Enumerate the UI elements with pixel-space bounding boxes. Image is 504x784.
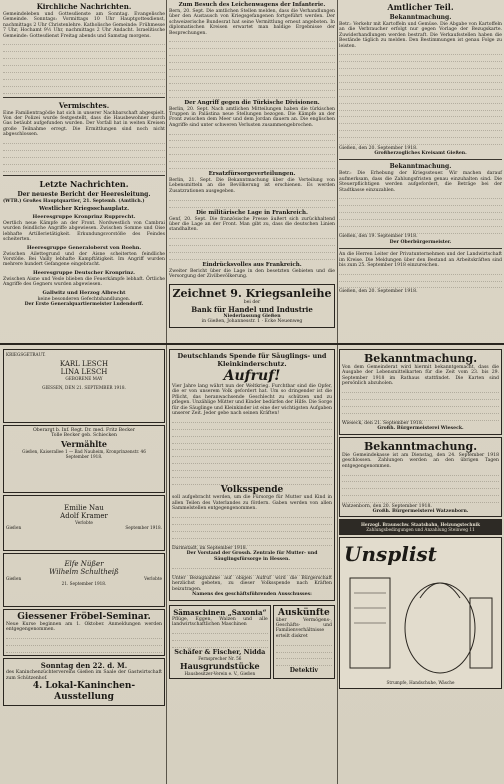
text-filler [169, 128, 335, 169]
heeresgruppe-boehn-heading: Heeresgruppe Generaloberst von Boehn. [26, 244, 142, 251]
text-filler [276, 639, 332, 666]
bekanntmachung-b [339, 437, 502, 517]
bekanntmachung-1-heading: Bekanntmachung. [389, 14, 452, 21]
detektiv-label: Detektiv [289, 666, 318, 674]
wedding-date: GIESSEN, DEN 21. SEPTEMBER 1918. [42, 385, 126, 390]
divider [339, 159, 502, 160]
bekanntmachung-b-signature: Großh. Bürgermeisterei Watzenborn. [372, 508, 469, 514]
marriage-place: Gießen, Kaiserallee 1 — Bad Nauheim, Kronprinzenstr. 46 [22, 448, 146, 454]
article-1-text: Bern, 20. Sept. Die amtlichen Stellen melden, dass die Verhandlungen über den Austausch von Kriegsgefangenen fortgeführt werden. Der schweizerische Bundesrat hat seine Vermittlung erneut angeboten. In diplomatischen Kreisen erwartet man baldige Ergebnisse der Besprechungen. [169, 9, 335, 36]
aufruf2-text: Unter Bezugnahme auf obigen Aufruf wird die Bürgerschaft herzlichst gebeten, zu dieser Volksspende nach Kräften beizutragen. [172, 576, 332, 592]
kriegsanleihe-title: Zeichnet 9. Kriegsanleihe [172, 286, 332, 300]
text-filler [172, 512, 332, 546]
column-1-upper [3, 0, 165, 340]
bekanntmachung-2-text: Betr.: Die Erhebung der Kriegssteuer. Wir machen darauf aufmerksam, dass die Zahlungsfristen genau einzuhalten sind. Die Steuerpflichtigen werden aufgefordert, die Beträge bei der Stadtkasse einzuzahlen. [339, 171, 502, 193]
wedding-notice [3, 349, 165, 423]
unsplist-subtitle: Strumpfe, Handschuhe, Wäsche [386, 680, 455, 686]
saxonia-text: Pflüge, Eggen, Walzen und alle landwirtschaftlichen Maschinen [172, 616, 268, 628]
heeresbericht-dateline: (WTB.) Großes Hauptquartier, 21. Septemb. (Amtlich.) [3, 198, 145, 204]
vorstand-signature: Der Vorstand der Grossh. Zentrale für Mutter- und Säuglingsfürsorge in Hessen. [186, 551, 318, 562]
text-filler [339, 268, 502, 288]
engaged2-bride: Elfe Nüßer [64, 560, 104, 568]
bekanntmachung-a-signature: Großh. Bürgermeisterei Wieseck. [377, 426, 464, 432]
divider [3, 175, 165, 176]
saxonia-ad [169, 605, 271, 679]
marriage-bride: Tolle Becker geb. Schiecken [51, 433, 117, 439]
engagement-notice-2 [3, 553, 165, 607]
article-1-heading: Zum Besuch des Leichenwagens der Infanterie. [178, 2, 326, 8]
bekanntmachung-b-text: Die Gemeindekasse ist am Dienstag, den 24. September 1918 geschlossen. Zahlungen werden an den übrigen Tagen entgegengenommen. [342, 452, 499, 469]
engaged-label: Verlobte [75, 520, 93, 525]
engagement-notice-1 [3, 495, 165, 551]
divider [3, 97, 165, 98]
text-filler [342, 387, 499, 421]
bride-maiden-name: GEBORENE MAY [65, 376, 103, 381]
marriage-label: Vermählte [60, 438, 108, 449]
bekanntmachung-2-heading: Bekanntmachung. [389, 163, 452, 171]
article-5-heading: Eindrücksvolles aus Frankreich. [202, 261, 302, 268]
bekanntmachung-3-text: An die Herren Leiter der Privatunternehmen und der Landwirtschaft im Kreise. Die Meldungen über den Bestand an Arbeitskräften sind bis zum 25. September 1918 einzureichen. [339, 252, 502, 268]
text-filler [3, 138, 165, 172]
bekanntmachung-1-text: Betr.: Verkehr mit Kartoffeln und Gemüse. Die Abgabe von Kartoffeln an die Verbraucher erfolgt nur gegen Vorlage der Bezugskarte. Zuwiderhandlungen werden bestraft. Die Verkaufsstellen haben die Bestände täglich zu melden. Den Bestimmungen ist genau Folge zu leisten. [339, 22, 502, 49]
heizung-title: Herzogl. Braunschw. Staatsbahn, Heizungstechnik [360, 522, 481, 528]
bekanntmachung-b-date: Watzenborn, den 20. September 1918. [342, 503, 432, 509]
kriegsgetraut-label: KRIEGSGETRAUT. [6, 352, 46, 357]
text-filler [339, 49, 502, 145]
bride-name: LINA LESCH [60, 368, 108, 376]
text-filler [172, 562, 332, 575]
text-filler [169, 36, 335, 98]
ludendorff-signature: Der Erste Generalquartiermeister Ludendorff. [24, 302, 144, 308]
article-5-text: Zweiter Bericht über die Lage in den besetzten Gebieten und die Versorgung der Zivilbevölkerung. [169, 268, 335, 280]
engagement-footer [6, 525, 162, 530]
spende-title: Deutschlands Spende für Säuglings- und Kleinkinderschutz. [177, 352, 327, 368]
volksspende-appeal [169, 349, 335, 601]
divider [339, 248, 502, 249]
heizung-text: Zahlungsbedingungen und Anzahlung Steinweg 11 [366, 527, 475, 533]
auskuenfte-title: Auskünfte [278, 607, 330, 618]
text-filler [172, 627, 268, 647]
ads-row [169, 603, 335, 681]
kaninchen-ad [3, 658, 165, 706]
kronprinz-text: Zwischen Aisne und Vesle blieben die Feuerkämpfe lebhaft. Örtliche Angriffe des Gegners wurden abgewiesen. [3, 276, 165, 288]
kriegsanleihe-ad [169, 284, 335, 328]
engagement-date: September 1918. [125, 525, 162, 530]
bekanntmachung-2-date: Gießen, den 19. September 1918. [339, 234, 418, 240]
saxonia-firm: Schäfer & Fischer, Nidda [174, 648, 266, 657]
column-2-upper [169, 0, 335, 340]
kirchliche-nachrichten-text: Gemeindeleben und Gottesdienste am Sonntag. Evangelische Gemeinde. Sonntags: Vormittags 10 Uhr Hauptgottesdienst, nachmittags 2 Uhr Christenlehre. Katholische Gemeinde: Frühmesse 7 Uhr, Hochamt 9½ Uhr, nachmittags 2 Uhr Andacht. Israelitische Gemeinde: Gottesdienst Freitag abends und Samstag morgens. [3, 12, 165, 39]
unsplist-logo: Unsplist [344, 542, 437, 567]
engagement2-label: Verlobte [144, 576, 162, 581]
groom-name: KARL LESCH [59, 360, 109, 368]
aufruf-text: Vier Jahre lang währt nun der Weltkrieg. Furchtbar sind die Opfer, die er von unserem Volk gefordert hat. Um so dringender ist die Pflicht, das heranwachsende Geschlecht zu schützen und zu pflegen. Unzählige Mütter und Kinder bedürfen der Hilfe. Die Sorge für die Säuglinge und Kleinkinder ist eine der wichtigsten Aufgaben unserer Zeit. Jeder gebe nach seinen Kräften! [172, 384, 332, 417]
column-3-lower [339, 347, 502, 782]
text-filler [172, 416, 332, 484]
article-4-heading: Die militärische Lage in Frankreich. [196, 209, 308, 216]
bekanntmachung-3-date: Gießen, den 20. September 1918. [339, 288, 418, 294]
bekanntmachung-a [339, 349, 502, 435]
article-3-heading: Ersatzfürsorgeverteilungen. [208, 171, 296, 178]
bekanntmachung-a-text: Von dem Gemeinderat wird hiermit bekanntgemacht, dass die Ausgabe der Lebensmittelkarten für die Zeit vom 23. bis 29. September 1918 im Rathaus stattfindet. Die Karten sind persönlich abzuholen. [342, 365, 499, 387]
column-divider [337, 0, 338, 784]
saxonia-phone: Fernsprecher Nr. 56 [198, 656, 242, 662]
heizung-ad [339, 519, 502, 535]
letzte-nachrichten-heading: Letzte Nachrichten. [39, 178, 129, 189]
column-1-lower [3, 347, 165, 782]
article-2-heading: Der Angriff gegen die Türkische Divisionen. [184, 99, 320, 106]
froebel-title: Giessener Fröbel-Seminar. [17, 612, 151, 622]
bekanntmachung-b-heading: Bekanntmachung. [363, 439, 478, 453]
kirchliche-nachrichten-heading: Kirchliche Nachrichten. [36, 2, 132, 11]
column-2-lower [169, 347, 335, 782]
kaninchen-date: Sonntag den 22. d. M. [40, 661, 128, 671]
bekanntmachung-1-signature: Großherzogliches Kreisamt Gießen. [374, 150, 467, 156]
westfront-text: Oertlich neue Kämpfe an der Front. Nordwestlich von Cambrai wurden feindliche Angriffe abgewiesen. Zwischen Somme und Oise lebhafte Artillerietätigkeit. Erkundungsvorstöße des Feindes scheiterten. [3, 221, 165, 243]
text-filler [342, 469, 499, 503]
gallwitz-text: keine besonderen Gefechtshandlungen. [37, 296, 131, 302]
text-filler [3, 39, 165, 94]
engaged-bride: Emilie Nau [64, 504, 104, 512]
text-filler [339, 193, 502, 234]
kaninchen-text: des Kaninchenzüchtervereins Gießen im Saale der Gastwirtschaft zum Schützenhof. [6, 670, 162, 681]
article-2-text: Berlin, 20. Sept. Nach amtlichen Mitteilungen haben die türkischen Truppen in Palästina neue Stellungen bezogen. Die Kämpfe an der Front zwischen dem Meer und dem Jordan dauern an. Die englischen Angriffe sind unter schweren Verlusten zusammengebrochen. [169, 106, 335, 128]
engagement-place: Gießen [6, 525, 22, 530]
article-4-text: Genf, 20. Sept. Die französische Presse äußert sich zurückhaltend über die Lage an der Front. Man gibt zu, dass die deutschen Linien standhalten. [169, 216, 335, 233]
froebel-ad [3, 609, 165, 656]
section-divider [0, 343, 504, 345]
vermischtes-text: Eine Familientragödie hat sich in unserer Nachbarschaft abgespielt. Von der Polizei wurde festgestellt, dass die Hausbewohner durch Gas betäubt aufgefunden wurden. Der Vorfall hat in weiten Kreisen große Teilnahme erregt. Die Ermittlungen sind noch nicht abgeschlossen. [3, 110, 165, 138]
article-3-text: Berlin, 21. Sept. Die Bekanntmachung über die Verteilung von Lebensmitteln an die Bevölkerung ist erschienen. Es werden Zusatzrationen ausgegeben. [169, 178, 335, 194]
bekanntmachung-1-date: Gießen, den 20. September 1918. [339, 145, 418, 151]
marriage-date: September 1918. [65, 453, 103, 459]
auskuenfte-text: über Vermögens-, Geschäfts- und Familienverhältnisse erteilt diskret [275, 617, 332, 639]
heeresbericht-heading: Der neueste Bericht der Heeresleitung. [17, 190, 151, 198]
saxonia-title: Sämaschinen „Saxonia“ [173, 607, 267, 617]
aufruf-title: Aufruf! [223, 368, 281, 384]
heeresgruppe-kronprinz-heading: Heeresgruppe Deutscher Kronprinz. [32, 269, 136, 276]
text-filler [6, 633, 162, 653]
gallwitz-heading: Gallwitz und Herzog Albrecht [42, 289, 126, 296]
bekanntmachung-2-signature: Der Oberbürgermeister. [389, 239, 452, 245]
engagement2-place: Gießen [6, 576, 22, 581]
volksspende-date: Darmstadt, im September 1918. [172, 546, 248, 552]
kriegsanleihe-bank: Bank für Handel und Industrie [191, 305, 313, 315]
ausschuss-label: Namens des geschäftsführenden Ausschusses: [192, 592, 312, 598]
kriegsanleihe-address: in Gießen, Johannesstr. 1 · Ecke Neuenweg [201, 319, 303, 325]
marriage-notice [3, 425, 165, 493]
kaninchen-title: 4. Lokal-Kaninchen-Ausstellung [32, 681, 136, 703]
engaged2-groom: Wilhelm Schultheiß [49, 568, 119, 576]
unsplist-illustration [340, 538, 501, 686]
bekanntmachung-a-date: Wieseck, den 21. September 1918. [342, 421, 424, 427]
vermischtes-heading: Vermischtes. [58, 100, 110, 110]
column-divider [166, 0, 167, 784]
amtlicher-teil-heading: Amtlicher Teil. [387, 2, 454, 12]
auskuenfte-ad [273, 605, 335, 679]
engagement2-date: 21. September 1918. [61, 581, 107, 586]
heeresgruppe-rupprecht-heading: Heeresgruppe Kronprinz Rupprecht. [32, 214, 136, 221]
kriegsanleihe-sub: bei der [243, 299, 261, 305]
froebel-text: Neue Kurse beginnen am 1. Oktober. Anmeldungen werden entgegengenommen. [6, 622, 162, 633]
column-3-upper [339, 0, 502, 340]
volksspende-text: soll aufgebracht werden, um die Fürsorge für Mutter und Kind in allen Teilen des Vaterlandes zu fördern. Gaben werden von allen Sammelstellen entgegengenommen. [172, 495, 332, 512]
westlicher-kriegsschauplatz-heading: Westlicher Kriegsschauplatz. [39, 206, 129, 213]
bekanntmachung-a-heading: Bekanntmachung. [363, 352, 478, 365]
boehn-text: Zwischen Ailettegrund und der Aisne scheiterten feindliche Vorstöße. Bei Vailly lebhafte Kampftätigkeit. Im Angriff wurden mehrere hundert Gefangene eingebracht. [3, 251, 165, 268]
text-filler [169, 233, 335, 260]
kriegsanleihe-branch: Niederlassung Gießen [223, 314, 281, 320]
volksspende-heading: Volksspende [220, 485, 284, 496]
text-filler [169, 194, 335, 207]
unsplist-ad [339, 537, 502, 689]
hausgrundstuecke-title: Hausgrundstücke [180, 661, 260, 672]
hausgrundstuecke-text: Hausbesitzer-Verein e. V., Gießen [184, 671, 256, 677]
engaged-groom: Adolf Kramer [60, 512, 108, 520]
marriage-groom: Oberargt b. Inf. Regt. Dr. med. Fritz Becker [33, 428, 135, 433]
